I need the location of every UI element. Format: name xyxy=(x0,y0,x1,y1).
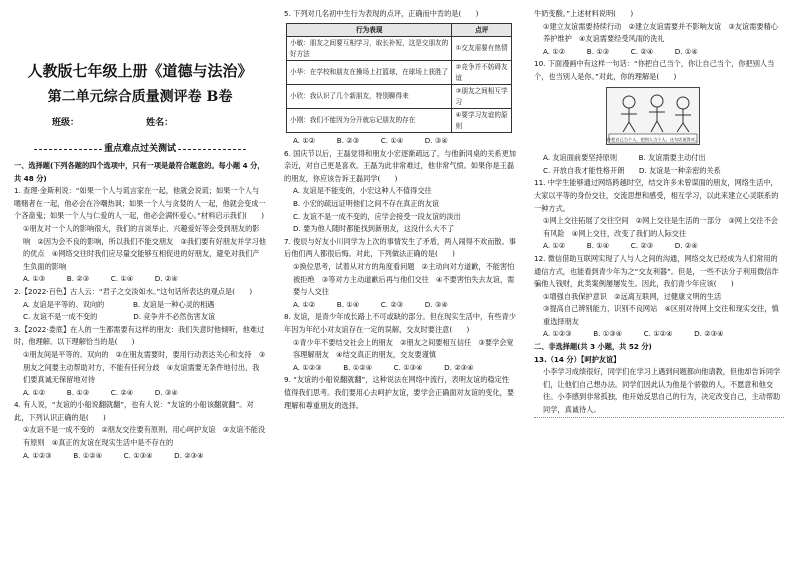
section-banner: 重点难点过关测试 xyxy=(14,142,266,156)
q5-header-comment: 点评 xyxy=(452,23,512,37)
q12-options: A. ①②③ B. ①③④ C. ①②④ D. ②③④ xyxy=(543,329,724,339)
question-7 xyxy=(284,236,516,312)
q12-statements-b: ③提高自己辨别能力，识别不良网站 ④区别对待网上交往和现实交往，慎重选择朋友 xyxy=(543,304,779,326)
q2-stem: 2.【2022·百色】古人云：“君子之交淡如水。”这句话所表达的观点是( ) xyxy=(14,286,253,296)
question-2 xyxy=(14,286,266,324)
question-3 xyxy=(14,324,266,400)
q5-header-behavior: 行为表现 xyxy=(287,23,452,37)
column-left xyxy=(14,8,266,462)
q1-options: A. ①③ B. ②③ C. ①④ D. ②④ xyxy=(23,274,178,284)
q2-options-ab: A. 友谊是平等的、双向的 B. 友谊是一种心灵的相遇 xyxy=(23,299,215,309)
table-row xyxy=(287,61,512,85)
table-cell: 小敏：朋友之间要互相学习，取长补短，这是交朋友的好方法 xyxy=(287,37,452,61)
q5-stem: 5. 下列对几名初中生行为表现的点评，正确而中肯的是( ) xyxy=(284,9,479,18)
q8-stem: 8. 友谊，是青少年成长路上不可或缺的部分。但在现实生活中，有些青少年因为年纪小对友谊存在一定的误解，交友时要注意( ) xyxy=(284,312,516,334)
table-cell: 小华：在学校和朋友在操场上打篮球，在球场上获胜了 xyxy=(287,61,452,85)
q1-stem: 1. 查理·金斯利说：“如果一个人与谎言家在一起，他就会说谎；如果一个人与嗜赌者在一起，他必会在冷嘲热讽；如果一个人与贪婪的人一起，他就会变成一个吝啬鬼；如果一个人与仁爱的人一起，他必会满怀爱心。”材料启示我们( ) xyxy=(14,186,266,221)
exam-subtitle: 第二单元综合质量测评卷 B卷 xyxy=(47,89,233,105)
q8-options: A. ①②③ B. ①②④ C. ①③④ D. ②③④ xyxy=(293,362,474,372)
cartoon-caption: 你把自己当个人，把别人当个人，这句话说得对。 xyxy=(606,136,700,142)
question-5 xyxy=(284,8,516,148)
q6-option-b: B. 小宏的疏远证明他们之间不存在真正的友谊 xyxy=(293,199,440,209)
q11-options: A. ①② B. ①④ C. ②③ D. ②④ xyxy=(543,241,698,251)
q9-options: A. ①② B. ①③ C. ②④ D. ①④ xyxy=(543,46,698,56)
column-middle xyxy=(284,8,516,412)
question-12 xyxy=(534,253,784,341)
section1-heading: 一、选择题(下列各题的四个选项中，只有一项是最符合题意的。每小题 4 分，共 48 分) xyxy=(14,161,265,183)
name-label: 姓名： xyxy=(146,118,174,128)
question-8 xyxy=(284,311,516,374)
q10-options-cd: C. 开放自我才能性格开朗 D. 友谊是一种亲密的关系 xyxy=(543,165,721,175)
table-cell: ①交友需要有热情 xyxy=(452,37,512,61)
question-6 xyxy=(284,148,516,236)
table-row xyxy=(287,37,512,61)
q12-statements-a: ①增强自我保护意识 ②远离互联网，过健康文明的生活 xyxy=(543,291,722,301)
q6-option-a: A. 友谊是不能变的，小宏这种人不值得交往 xyxy=(293,186,432,196)
q13-heading: 13.（14 分）【呵护友谊】 xyxy=(534,354,621,364)
q9-statements: ①建立友谊需要持续行动 ②建立友谊需要并不影响友谊 ③友谊需要精心养护维护 ④友谊需要经受风雨的洗礼 xyxy=(543,21,778,44)
table-cell: ③朋友之间相互学习 xyxy=(452,85,512,109)
q3-statements: ①朋友间是平等的、双向的 ②在朋友需要时，要用行动表达关心和支持 ③朋友之间要主动帮助对方，不能有任何分歧 ④友谊需要无条件地付出，我们要真诚无保留地对待 xyxy=(23,349,266,385)
q7-options: A. ①② B. ①④ C. ②③ D. ③④ xyxy=(293,299,448,309)
table-cell: 小刚：我们不能因为分开就忘记朋友的存在 xyxy=(287,109,452,133)
q1-statements: ①朋友对一个人的影响很大，我们的言谈举止、兴趣爱好等会受到朋友的影响 ②因为会不良的影响，所以我们不能交朋友 ③我们要有好朋友并学习他的优点 ④网络交往时我们应尽量交能够互相促进的好朋友，避免对我们产生负面的影响 xyxy=(23,223,266,271)
question-10 xyxy=(534,58,784,177)
q9-cont-stem: 牛奶变酸。”上述材料说明( ) xyxy=(534,9,634,18)
q6-option-c: C. 友谊不是一成不变的，应学会接受一段友谊的淡出 xyxy=(293,211,461,221)
question-4 xyxy=(14,399,266,462)
q7-stem: 7. 俊辰与好友小川同学为上次的事情发生了矛盾，两人闹得不欢而散。事后他们两人都很后悔。对此，下列做法正确的是( ) xyxy=(284,236,516,259)
q9-stem: 9. “友谊的小船说翻就翻”，这种说法在网络中流行，表明友谊的稳定性值得我们思考。我们要用心去呵护友谊，要学会正确面对友谊的变化，要理解和尊重朋友的选择。 xyxy=(284,375,515,410)
q5-table xyxy=(286,23,512,134)
q11-stem: 11. 中学生能够通过网络跨越时空，结交许多未曾谋面的朋友，网络生活中，大家以平等的身份交往，交流思想和感受，相互学习，以此来建立心灵联系的一种方式。 xyxy=(534,178,779,213)
table-cell: 小欣：我认识了几个新朋友，特别聊得来 xyxy=(287,85,452,109)
q8-statements: ①青少年不要结交社会上的朋友 ②朋友之间要相互信任 ③要学会宽容理解朋友 ④结交真正的朋友，交友要谨慎 xyxy=(293,337,514,360)
q3-options: A. ①② B. ①③ C. ②④ D. ③④ xyxy=(23,387,178,397)
question-11 xyxy=(534,177,784,253)
q13-material: 小李学习成绩很好，同学们在学习上遇到问题都向他请教，但他却告诉同学们，让他们自己想办法。同学们因此认为他是个骄傲的人，不愿意和他交往。小李感到非常孤独，他开始反思自己的行为，决定改变自己，主动帮助同学，真诚待人。 xyxy=(534,366,784,417)
q6-option-d: D. 要为他人随时都能找到新朋友，这没什么大不了 xyxy=(293,224,455,234)
q12-stem: 12. 微信借助互联网实现了人与人之间的沟通，网络交友已经成为人们常用的通信方式，也能看到青少年为之“交友利器”。但是，一些不法分子利用微信诈骗他人钱财，此类案例屡屡发生。因此，我们青少年应该( ) xyxy=(534,253,779,289)
q10-options-ab: A. 友谊面前要坚持原则 B. 友谊需要主动付出 xyxy=(543,153,706,163)
exam-title: 人教版七年级上册《道德与法治》 xyxy=(27,62,253,80)
q4-statements: ①友谊不是一成不变的 ②朋友交往要有原则，用心呵护友谊 ③友谊不能没有原则 ④真正的友谊在现实生活中是不存在的 xyxy=(23,425,266,448)
table-row xyxy=(287,85,512,109)
q6-stem: 6. 国庆节以后，王磊觉得和朋友小宏逐渐疏远了，与他新同桌的关系更加亲近，对自己更是喜欢。王磊为此非常难过，他非常气愤。如果你是王磊的朋友，你应该告诉王磊同学( ) xyxy=(284,148,516,183)
q7-statements: ①换位思考，试着从对方的角度看问题 ②主动向对方道歉，不能害怕被拒绝 ③等对方主动道歉后再与他们交往 ④不要害怕失去友谊，需要与人交往 xyxy=(293,262,515,297)
q4-stem: 4. 有人说，“友谊的小船说翻就翻”，也有人说：“友谊的小船该翻就翻”。对此，下列认识正确的是( ) xyxy=(14,400,254,422)
q3-stem: 3.【2022·娄底】在人的一生都需要有这样的朋友：我们失意时他倾听，他难过时，他理解。以下理解恰当的是( ) xyxy=(14,324,265,347)
q4-options: A. ①②③ B. ①②④ C. ①③④ D. ②③④ xyxy=(23,450,204,460)
cartoon-illustration xyxy=(606,87,700,145)
question-1 xyxy=(14,185,266,286)
q5-options: A. ①② B. ②③ C. ①④ D. ③④ xyxy=(293,136,448,146)
q11-statements: ①网上交往拓展了交往空间 ②网上交往是生活的一部分 ③网上交往不会有风险 ④网上交往，改变了我们的人际交往 xyxy=(543,216,778,238)
question-9-continued xyxy=(534,8,784,58)
table-row xyxy=(287,109,512,133)
student-info xyxy=(52,116,266,130)
class-label: 班级： xyxy=(52,118,80,128)
q2-options-cd: C. 友谊不是一成不变的 D. 竞争并不必然伤害友谊 xyxy=(23,312,216,322)
table-cell: ④要学习友谊的原则 xyxy=(452,109,512,133)
table-cell: ②竞争并不妨碍友谊 xyxy=(452,61,512,85)
column-right xyxy=(534,8,784,418)
q10-stem: 10. 下面漫画中有这样一句话：“你把自己当个，你让自己当个，你把别人当个，也当别人是你。”对此，你的理解是( ) xyxy=(534,59,775,81)
section2-heading: 二、非选择题(共 3 小题，共 52 分) xyxy=(534,342,652,352)
